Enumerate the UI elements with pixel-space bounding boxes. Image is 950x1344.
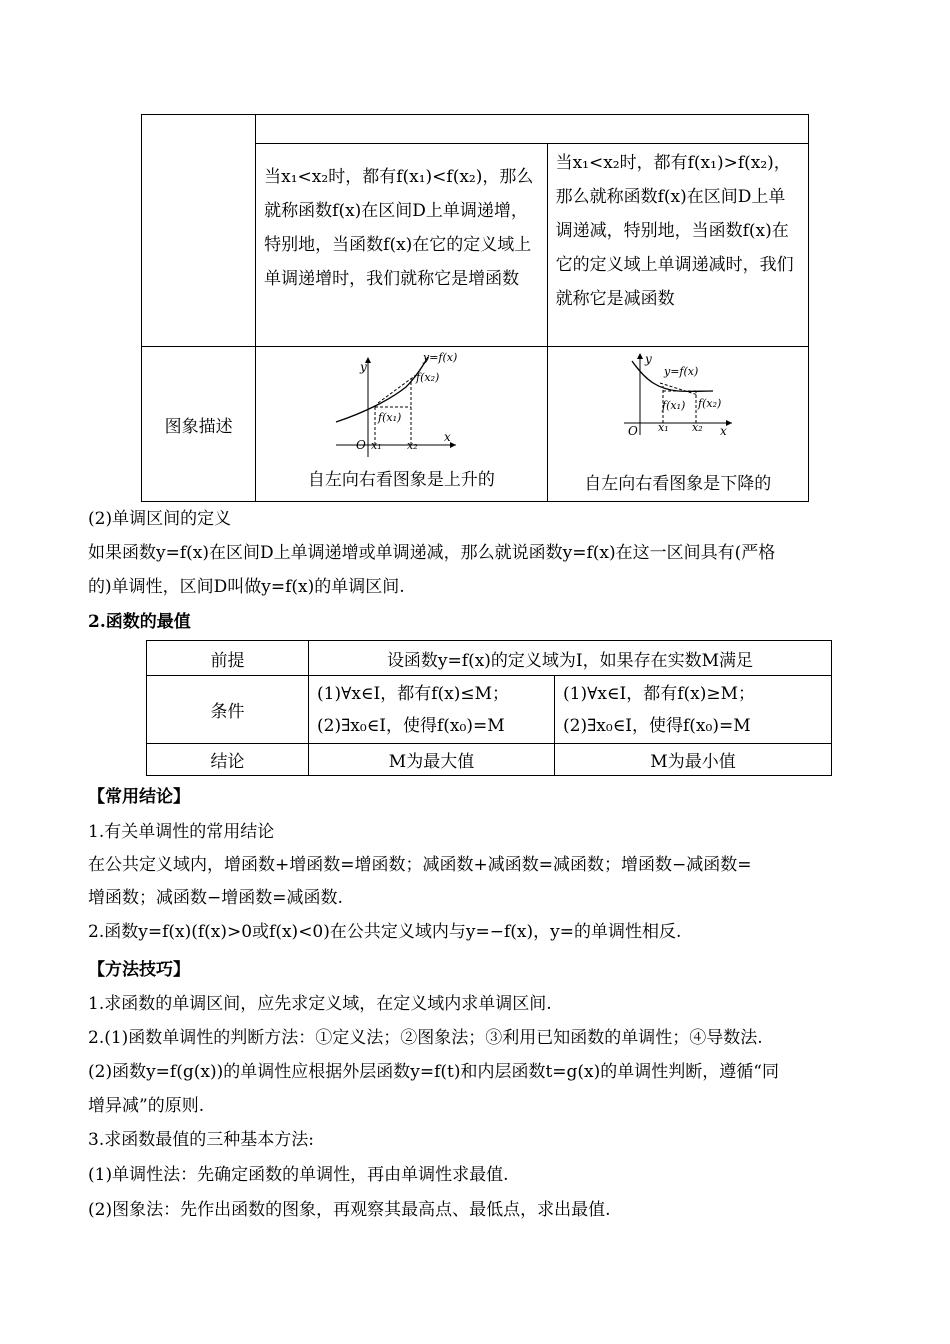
increasing-graph-cell <box>256 347 547 502</box>
min-conclusion: M为最小值 <box>555 744 832 776</box>
min-cond-2: (2)∃x₀∈I，使得f(x₀)=M <box>563 715 751 736</box>
x1-label: x₁ <box>371 439 382 452</box>
curve-label-2: y=f(x) <box>663 365 698 378</box>
empty-header-cell <box>256 115 809 144</box>
max-cond-2: (2)∃x₀∈I，使得f(x₀)=M <box>317 715 505 736</box>
method-3-line2: 增异减”的原则. <box>88 1096 205 1116</box>
increasing-caption: 自左向右看图象是上升的 <box>307 470 495 490</box>
increasing-definition-text: 当x₁<x₂时，都有f(x₁)<f(x₂)，那么就称函数f(x)在区间D上单调递增，特别地，当函数f(x)在它的定义域上单调递增时，我们就称它是增函数 <box>264 167 534 289</box>
max-conclusion: M为最大值 <box>309 744 555 776</box>
min-cond-1: (1)∀x∈I，都有f(x)≥M； <box>563 683 756 704</box>
methods-heading: 【方法技巧】 <box>88 960 190 980</box>
x2-label-2: x₂ <box>691 421 703 434</box>
decreasing-definition <box>547 144 808 347</box>
max-conditions <box>309 676 555 744</box>
method-6: (2)图象法：先作出函数的图象，再观察其最高点、最低点，求出最值. <box>88 1200 611 1220</box>
fx2-label: f(x₂) <box>416 371 440 384</box>
common-item1-line2: 增函数；减函数−增函数=减函数. <box>88 888 343 908</box>
max-cond-1: (1)∀x∈I，都有f(x)≤M； <box>317 683 510 704</box>
interval-heading: (2)单调区间的定义 <box>88 509 232 529</box>
origin-label: O <box>356 438 366 452</box>
y-axis-label: y <box>360 360 367 374</box>
premise-text: 设函数y=f(x)的定义域为I，如果存在实数M满足 <box>309 641 832 676</box>
decreasing-definition-text: 当x₁<x₂时，都有f(x₁)>f(x₂)，那么就称函数f(x)在区间D上单调递减，特别地，当函数f(x)在它的定义域上单调递减时，我们就称它是减函数 <box>555 153 794 309</box>
decreasing-graph-cell <box>547 347 808 502</box>
monotonic-table <box>141 114 809 502</box>
graph-row-label: 图象描述 <box>142 347 256 502</box>
fx1-label: f(x₁) <box>378 411 402 424</box>
interval-text-line1: 如果函数y=f(x)在区间D上单调递增或单调递减，那么就说函数y=f(x)在这一区间具有(严格 <box>88 543 776 563</box>
common-heading: 【常用结论】 <box>88 787 190 807</box>
common-item1-line1: 在公共定义域内，增函数+增函数=增函数；减函数+减函数=减函数；增函数−减函数= <box>88 855 752 875</box>
x2-label: x₂ <box>407 439 418 452</box>
y-axis-label-2: y <box>644 353 652 366</box>
common-item2: 2.函数y=f(x)(f(x)>0或f(x)<0)在公共定义域内与y=−f(x)，y=的单调性相反. <box>88 922 682 942</box>
decreasing-caption: 自左向右看图象是下降的 <box>584 474 772 494</box>
origin-label-2: O <box>627 424 638 438</box>
method-1: 1.求函数的单调区间，应先求定义域，在定义域内求单调区间. <box>88 994 552 1014</box>
method-2: 2.(1)函数单调性的判断方法：①定义法；②图象法；③利用已知函数的单调性；④导数法. <box>88 1028 763 1048</box>
decreasing-graph <box>548 353 808 449</box>
x-axis-label: x <box>444 430 451 444</box>
condition-label: 条件 <box>147 676 309 744</box>
fx2-label-2: f(x₂) <box>697 397 721 410</box>
method-4: 3.求函数最值的三种基本方法: <box>88 1130 314 1150</box>
method-5: (1)单调性法：先确定函数的单调性，再由单调性求最值. <box>88 1165 509 1185</box>
extreme-heading: 2.函数的最值 <box>88 612 191 632</box>
min-conditions <box>555 676 832 744</box>
method-3-line1: (2)函数y=f(g(x))的单调性应根据外层函数y=f(t)和内层函数t=g(x)的单调性判断，遵循“同 <box>88 1062 779 1082</box>
conclusion-label: 结论 <box>147 744 309 776</box>
increasing-definition <box>256 144 547 347</box>
x1-label-2: x₁ <box>657 421 669 434</box>
curve-label: y=f(x) <box>423 351 458 364</box>
extreme-table <box>146 640 832 776</box>
fx1-label-2: f(x₁) <box>661 399 685 412</box>
empty-label-cell <box>142 115 256 347</box>
interval-text-line2: 的)单调性，区间D叫做y=f(x)的单调区间. <box>88 577 405 597</box>
common-item1-title: 1.有关单调性的常用结论 <box>88 822 275 842</box>
x-axis-label-2: x <box>719 424 727 438</box>
premise-label: 前提 <box>147 641 309 676</box>
increasing-graph <box>256 349 546 457</box>
